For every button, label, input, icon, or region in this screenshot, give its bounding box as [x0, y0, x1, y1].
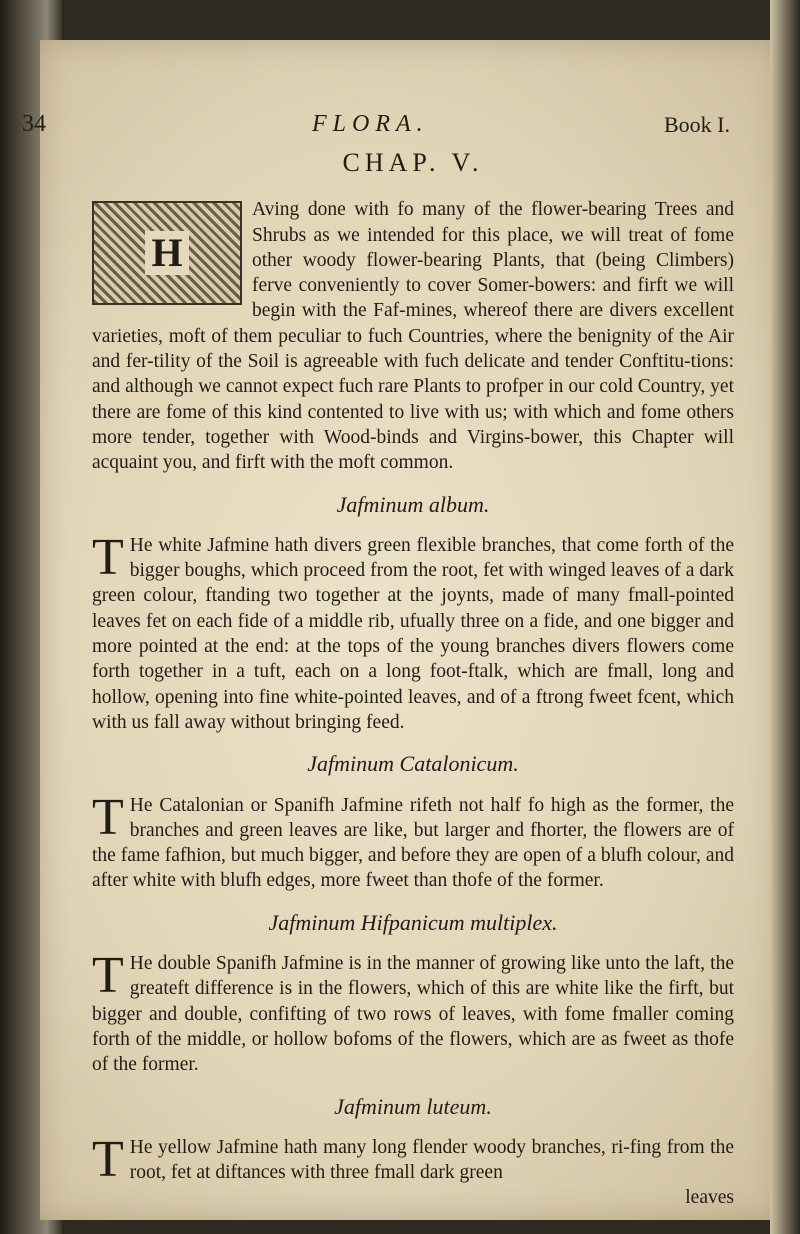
section-title: Jafminum Catalonicum. [307, 751, 519, 777]
book-label: Book I. [664, 112, 730, 137]
section-paragraph [92, 528, 734, 735]
page-number: 34 [22, 111, 46, 137]
section-paragraph [92, 1130, 734, 1188]
intro-paragraph [92, 197, 734, 475]
chapter-heading: CHAP. V. [342, 148, 484, 177]
section-paragraph [92, 788, 734, 894]
section-text: He double Spanifh Jafmine is in the manner of growing like unto the laft, the greateft difference is in the flowers, which of this are white like the firft, but bigger and double, confifting of two rows of leaves, with fome fmaller coming forth of the middle, or hollow bofoms of the flowers, which are as fweet as thofe of the former. [92, 953, 734, 1076]
section-title: Jafminum album. [336, 491, 490, 517]
section-paragraph [92, 947, 734, 1077]
drop-cap: T [92, 788, 124, 846]
catchword: leaves [685, 1187, 734, 1209]
ornamental-initial [92, 201, 242, 305]
drop-cap: T [92, 1130, 124, 1188]
ornamental-initial-letter: H [145, 231, 189, 275]
running-head: FLORA. [312, 111, 429, 137]
drop-cap: T [92, 528, 124, 586]
section-text: He Catalonian or Spanifh Jafmine rifeth not half fo high as the former, the branches and green leaves are like, but larger and fhorter, the flowers are of the fame fafhion, but much bigger, and before they are open of a blufh colour, and after white with blufh edges, more fweet than thofe of the former. [92, 794, 734, 892]
section-text: He yellow Jafmine hath many long flender woody branches, ri-fing from the root, fet at diftances with three fmall dark green [129, 1136, 734, 1184]
intro-text: Aving done with fo many of the flower-bearing Trees and Shrubs as we intended for this place, we will treat of fome other woody flower-bearing Plants, that (being Climbers) ferve conveniently to cover Somer-bowers: and firft we will begin with the Faf-mines, whereof there are divers excellent varieties, moft of them peculiar to fuch Countries, where the benignity of the Air and fer-tility of the Soil is agreeable with fuch delicate and tender Conftitu-tions: and although we cannot expect fuch rare Plants to profper in our cold Country, yet there are fome of this kind contented to live with us; with which and fome others more tender, together with Wood-binds and Virgins-bower, this Chapter will acquaint you, and firft with the moft common. [92, 199, 734, 474]
page-edge [770, 0, 800, 1234]
page-header [22, 111, 734, 148]
section-text: He white Jafmine hath divers green flexible branches, that come forth of the bigger boughs, which proceed from the root, fet with winged leaves of a dark green colour, ftanding two together at the joynts, made of many fmall-pointed leaves fet on each fide of a middle rib, ufually three on a fide, and one bigger and more pointed at the end: at the tops of the young branches divers flowers come forth together in a tuft, each on a long foot-ftalk, which are fmall, long and hollow, opening into fine white-pointed leaves, and of a ftrong fweet fcent, which with us fall away without bringing feed. [92, 534, 734, 733]
drop-cap: T [92, 947, 124, 1005]
section-title: Jafminum luteum. [334, 1093, 492, 1119]
page-text [22, 48, 734, 1211]
section-title: Jafminum Hifpanicum multiplex. [268, 909, 558, 935]
